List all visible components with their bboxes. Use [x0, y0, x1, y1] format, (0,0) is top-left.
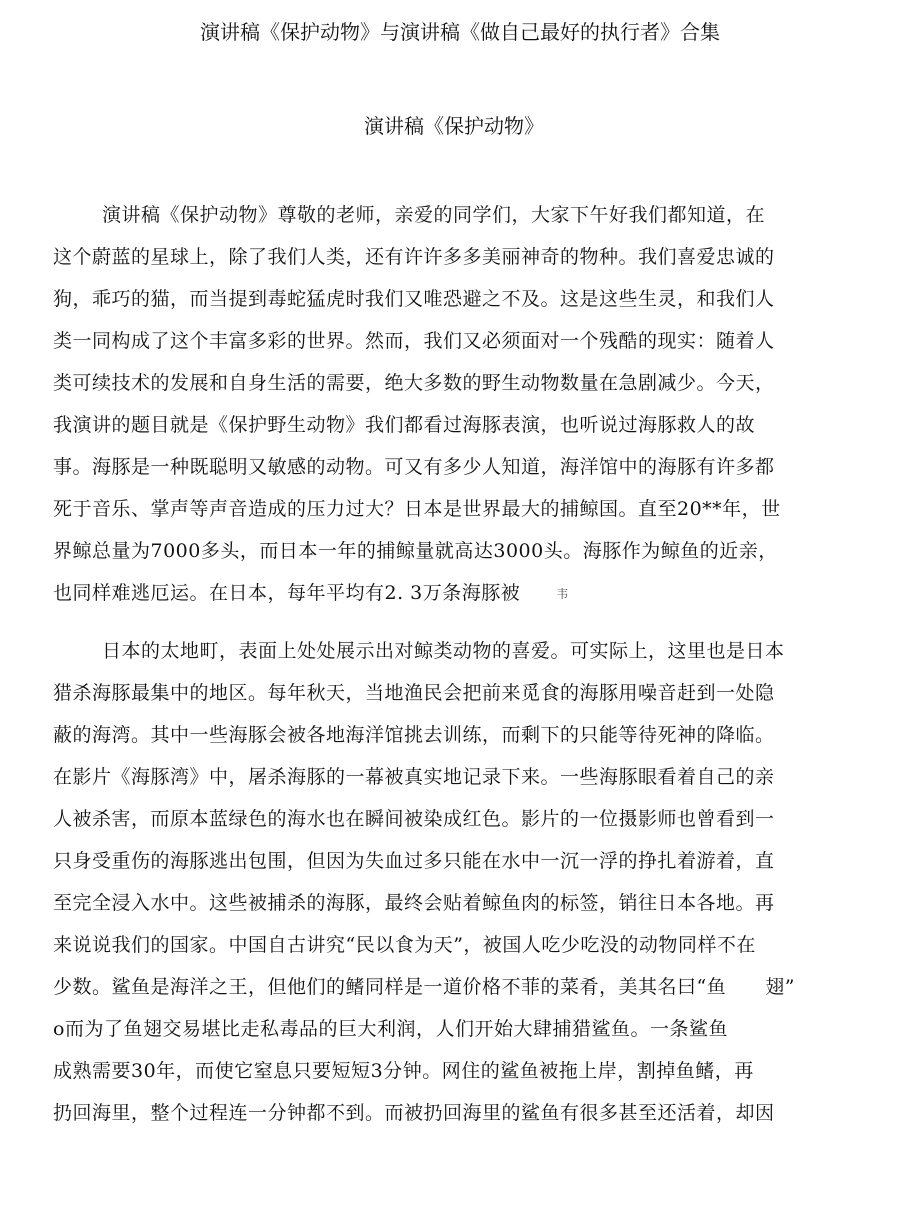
text-line: 蔽的海湾。其中一些海豚会被各地海洋馆挑去训练，而剩下的只能等待死神的降临。 [53, 724, 775, 746]
text-line: 来说说我们的国家。中国自古讲究“民以食为天”，被国人吃少吃没的动物同样不在 [53, 934, 756, 956]
text-line: 狗，乖巧的猫，而当提到毒蛇猛虎时我们又唯恐避之不及。这是这些生灵，和我们人 [53, 288, 775, 310]
text-line: 扔回海里，整个过程连一分钟都不到。而被扔回海里的鲨鱼有很多甚至还活着，却因 [53, 1102, 775, 1124]
text-line: 这个蔚蓝的星球上，除了我们人类，还有许许多多美丽神奇的物种。我们喜爱忠诚的 [53, 246, 775, 268]
text-line: 类一同构成了这个丰富多彩的世界。然而，我们又必须面对一个残酷的现实：随着人 [53, 330, 775, 352]
text-line: 猎杀海豚最集中的地区。每年秋天，当地渔民会把前来觅食的海豚用噪音赶到一处隐 [53, 682, 775, 704]
text-line: o而为了鱼翅交易堪比走私毒品的巨大利润，人们开始大肆捕猎鲨鱼。一条鲨鱼 [53, 1018, 728, 1040]
text-line: 成熟需要30年，而使它窒息只要短短3分钟。网住的鲨鱼被拖上岸，割掉鱼鳍，再 [53, 1060, 754, 1082]
speech-subtitle: 演讲稿《保护动物》 [364, 114, 544, 138]
text-line: 至完全浸入水中。这些被捕杀的海豚，最终会贴着鲸鱼肉的标签，销往日本各地。再 [53, 892, 775, 914]
text-line-content: 也同样难逃厄运。在日本，每年平均有2. 3万条海豚被 [53, 582, 521, 604]
text-line: 日本的太地町，表面上处处展示出对鲸类动物的喜爱。可实际上，这里也是日本 [102, 640, 785, 662]
paragraph-2 [53, 630, 843, 1134]
text-line-last [53, 572, 843, 614]
text-line: 少数。鲨鱼是海洋之王，但他们的鳍同样是一道价格不菲的菜肴，美其名曰“鱼 翅” [53, 976, 795, 998]
text-line: 只身受重伤的海豚逃出包围，但因为失血过多只能在水中一沉一浮的挣扎着游着，直 [53, 850, 775, 872]
text-line: 人被杀害，而原本蓝绿色的海水也在瞬间被染成红色。影片的一位摄影师也曾看到一 [53, 808, 775, 830]
text-line: 界鲸总量为7000多头，而日本一年的捕鲸量就高达3000头。海豚作为鲸鱼的近亲， [53, 540, 778, 562]
text-line: 演讲稿《保护动物》尊敬的老师，亲爱的同学们，大家下午好我们都知道，在 [102, 204, 766, 226]
text-line: 死于音乐、掌声等声音造成的压力过大？日本是世界最大的捕鲸国。直至20**年，世 [53, 498, 781, 520]
document-title: 演讲稿《保护动物》与演讲稿《做自己最好的执行者》合集 [200, 20, 720, 44]
text-line: 在影片《海豚湾》中，屠杀海豚的一幕被真实地记录下来。一些海豚眼看着自己的亲 [53, 766, 775, 788]
text-line: 类可续技术的发展和自身生活的需要，绝大多数的野生动物数量在急剧减少。今天， [53, 372, 775, 394]
stray-glyph-mark: 韦 [556, 587, 569, 601]
text-line: 事。海豚是一种既聪明又敏感的动物。可又有多少人知道，海洋馆中的海豚有许多都 [53, 456, 775, 478]
paragraph-1 [53, 194, 843, 614]
text-line: 我演讲的题目就是《保护野生动物》我们都看过海豚表演，也听说过海豚救人的故 [53, 414, 756, 436]
